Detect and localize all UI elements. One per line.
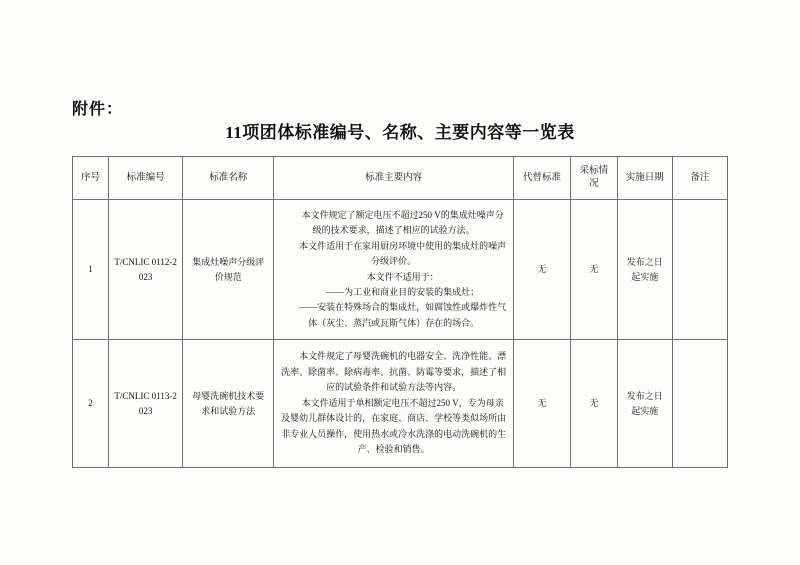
cell-replace: 无 (513, 340, 570, 468)
content-paragraph: 本文件规定了母婴洗碗机的电器安全、洗净性能、漂洗率、除菌率、除病毒率、抗菌、防霉等要求，描述了相应的试验条件和试验方法等内容。 (281, 351, 507, 393)
cell-name: 集成灶噪声分级评价规范 (183, 200, 274, 340)
cell-adopt: 无 (571, 200, 618, 340)
cell-code: T/CNLIC 0113-2023 (109, 340, 183, 468)
cell-seq: 2 (73, 340, 109, 468)
content-paragraph: 本文件适用于单相额定电压不超过250 V，专为母亲及婴幼儿群体设计的，在家庭、商店、学校等类似场所由非专业人员操作，使用热水或冷水洗涤的电动洗碗机的生产、检验和销售。 (281, 397, 507, 455)
table-header (73, 157, 728, 200)
cell-remark (672, 340, 727, 468)
cell-name: 母婴洗碗机技术要求和试验方法 (183, 340, 274, 468)
table-row (73, 200, 728, 340)
table-row (73, 340, 728, 468)
column-header-date: 实施日期 (617, 157, 672, 200)
cell-code: T/CNLIC 0112-2023 (109, 200, 183, 340)
attachment-label: 附件： (72, 101, 124, 118)
page-title: 11项团体标准编号、名称、主要内容等一览表 (225, 123, 575, 142)
column-header-replace: 代替标准 (513, 157, 570, 200)
content-paragraph: 本文件不适用于： (366, 271, 439, 282)
cell-replace: 无 (513, 200, 570, 340)
column-header-seq: 序号 (73, 157, 109, 200)
cell-remark (672, 200, 727, 340)
table-header-row (73, 157, 728, 200)
column-header-name: 标准名称 (183, 157, 274, 200)
content-paragraph: ——为工业和商业目的安装的集成灶； (326, 286, 480, 297)
column-header-remark: 备注 (672, 157, 727, 200)
cell-date: 发布之日起实施 (617, 340, 672, 468)
cell-content (274, 200, 514, 340)
content-paragraph: ——安装在特殊场合的集成灶，如腐蚀性或爆炸性气体（灰尘、蒸汽或瓦斯气体）存在的场合。 (299, 302, 507, 328)
content-paragraph: 本文件规定了额定电压不超过250 V的集成灶噪声分级的技术要求，描述了相应的试验方法。 (301, 209, 504, 236)
column-header-code: 标准编号 (109, 157, 183, 200)
standards-table (72, 156, 728, 468)
cell-date: 发布之日起实施 (617, 200, 672, 340)
column-header-adopt: 采标情况 (571, 157, 618, 200)
content-paragraph: 本文件适用于在家用厨房环境中使用的集成灶的噪声分级评价。 (299, 240, 507, 267)
table-body (73, 200, 728, 468)
cell-content (274, 340, 514, 468)
column-header-content: 标准主要内容 (274, 157, 514, 200)
cell-seq: 1 (73, 200, 109, 340)
cell-adopt: 无 (571, 340, 618, 468)
